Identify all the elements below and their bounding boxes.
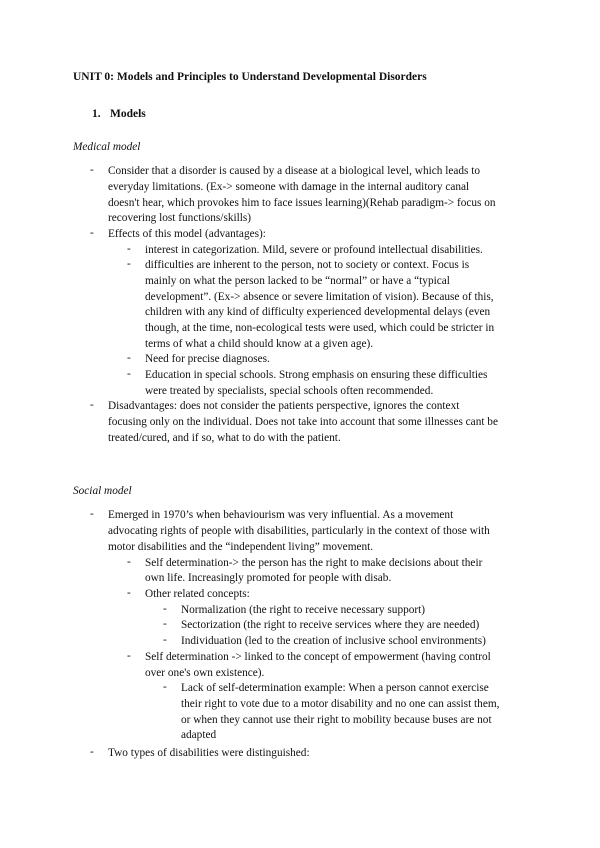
- bullet-dash: -: [163, 603, 167, 615]
- bullet-dash: -: [127, 556, 131, 568]
- paragraph-line: advocating rights of people with disabilities, particularly in the context of those with: [108, 525, 490, 537]
- bullet-dash: -: [163, 618, 167, 630]
- bullet-dash: -: [127, 650, 131, 662]
- section-title: Models: [110, 108, 146, 120]
- list-item: difficulties are inherent to the person, not to society or context. Focus is: [145, 259, 470, 271]
- bullet-dash: -: [127, 368, 131, 380]
- list-item: Need for precise diagnoses.: [145, 353, 270, 365]
- paragraph-line: focusing only on the individual. Does not take into account that some illnesses cant be: [108, 416, 498, 428]
- list-item: Normalization (the right to receive necessary support): [181, 604, 426, 616]
- list-item: children with any kind of difficulty experienced developmental delays (even: [145, 306, 491, 318]
- bullet-dash: -: [163, 634, 167, 646]
- bullet-dash: -: [90, 508, 94, 520]
- list-item: Education in special schools. Strong emphasis on ensuring these difficulties: [145, 369, 488, 381]
- list-item: interest in categorization. Mild, severe or profound intellectual disabilities.: [145, 244, 483, 256]
- paragraph-line: Two types of disabilities were distinguished:: [108, 747, 310, 759]
- list-item: over one's own existence).: [145, 667, 265, 679]
- paragraph-line: recovering lost functions/skills): [108, 212, 252, 224]
- unit-title: UNIT 0: Models and Principles to Understand Developmental Disorders: [73, 71, 427, 83]
- list-item: Individuation (led to the creation of inclusive school environments): [181, 635, 486, 647]
- list-item: terms of what a child should know at a given age).: [145, 338, 374, 350]
- list-item: development”. (Ex-> absence or severe limitation of vision). Because of this,: [145, 291, 494, 303]
- list-item: though, at the time, non-ecological tests were used, which could be stricter in: [145, 322, 495, 334]
- bullet-dash: -: [127, 243, 131, 255]
- bullet-dash: -: [90, 746, 94, 758]
- paragraph-line: treated/cured, and if so, what to do with the patient.: [108, 432, 341, 444]
- section-number: 1.: [92, 108, 101, 120]
- paragraph-line: everyday limitations. (Ex-> someone with damage in the internal auditory canal: [108, 181, 470, 193]
- list-item: Lack of self-determination example: When a person cannot exercise: [181, 682, 489, 694]
- bullet-dash: -: [127, 352, 131, 364]
- paragraph-line: Consider that a disorder is caused by a disease at a biological level, which leads to: [108, 165, 481, 177]
- paragraph-line: Effects of this model (advantages):: [108, 228, 266, 240]
- list-item: adapted: [181, 729, 217, 741]
- bullet-dash: -: [163, 681, 167, 693]
- social-model-heading: Social model: [73, 485, 132, 497]
- paragraph-line: Disadvantages: does not consider the patients perspective, ignores the context: [108, 400, 460, 412]
- bullet-dash: -: [127, 258, 131, 270]
- list-item: Sectorization (the right to receive services where they are needed): [181, 619, 480, 631]
- paragraph-line: doesn't hear, which provokes him to face issues learning)(Rehab paradigm-> focus on: [108, 197, 496, 209]
- list-item: own life. Increasingly promoted for people with disab.: [145, 572, 392, 584]
- bullet-dash: -: [90, 164, 94, 176]
- bullet-dash: -: [90, 227, 94, 239]
- paragraph-line: motor disabilities and the “independent living” movement.: [108, 541, 374, 553]
- bullet-dash: -: [90, 399, 94, 411]
- paragraph-line: Emerged in 1970’s when behaviourism was very influential. As a movement: [108, 509, 454, 521]
- bullet-dash: -: [127, 587, 131, 599]
- list-item: Self determination -> linked to the concept of empowerment (having control: [145, 651, 491, 663]
- list-item: their right to vote due to a motor disability and no one can assist them,: [181, 698, 500, 710]
- list-item: were treated by specialists, special schools often recommended.: [145, 385, 434, 397]
- list-item: Self determination-> the person has the right to make decisions about their: [145, 557, 483, 569]
- medical-model-heading: Medical model: [73, 141, 141, 153]
- list-item: Other related concepts:: [145, 588, 250, 600]
- list-item: mainly on what the person lacked to be “normal” or have a “typical: [145, 275, 450, 287]
- list-item: or when they cannot use their right to mobility because buses are not: [181, 714, 492, 726]
